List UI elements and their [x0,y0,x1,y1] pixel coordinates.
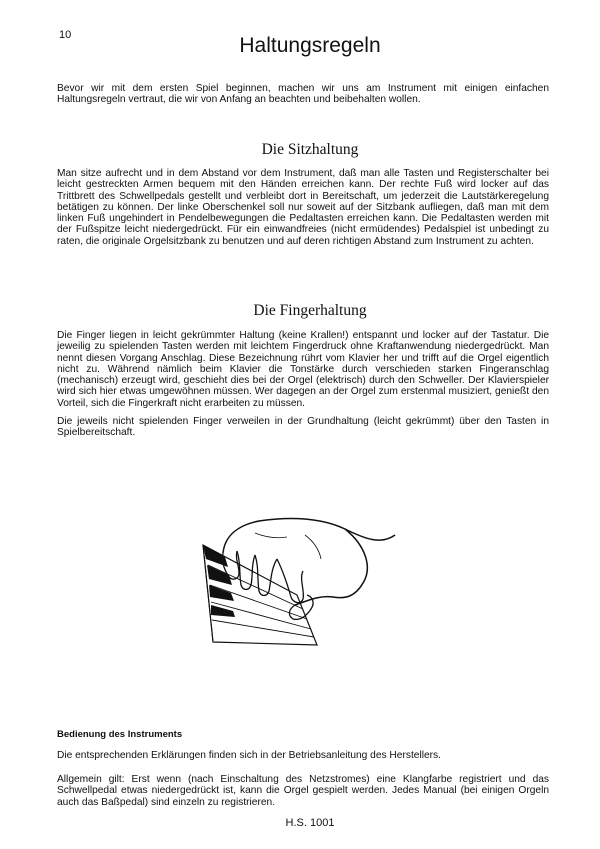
fingerhaltung-paragraph-2: Die jeweils nicht spielenden Finger verweilen in der Grundhaltung (leicht gekrümmt) über den Tasten in Spielbereitschaft. [57,416,549,439]
thumb [289,595,313,619]
finger-4 [277,559,303,603]
hand-palm-outline [295,529,367,605]
fingerhaltung-heading: Die Fingerhaltung [253,302,367,319]
finger-2 [237,551,255,590]
hand-back-outline [223,519,395,553]
fingerhaltung-paragraph-1: Die Finger liegen in leicht gekrümmter Haltung (keine Krallen!) entspannt und locker auf der Tastatur. Die jeweilig zu spielenden Tasten werden mit leichtem Fingerdruck ohne Kraftanwendung niedergedrückt. Man nennt diesen Vorgang Anschlag. Diese Bezeichnung rührt vom Klavier her und trifft auf die Orgel eigentlich nicht zu. Während nämlich beim Klavier die Tonstärke durch verschieden starken Fingeranschlag (mechanisch) erzeugt wird, geschieht dies bei der Orgel (elektrisch) durch den Schweller. Der Klavierspieler wird sich hier etwas umgewöhnen müssen. Wer dagegen an der Orgel zum erstenmal musiziert, genießt den Vorteil, sich die Fingerkraft nicht erarbeiten zu müssen. [57,330,549,409]
bedienung-paragraph-1: Die entsprechenden Erklärungen finden sich in der Betriebsanleitung des Herstellers. [57,750,441,761]
black-key [211,605,235,617]
finger-3 [255,555,277,596]
page-title: Haltungsregeln [239,34,381,57]
sitzhaltung-paragraph: Man sitze aufrecht und in dem Abstand vor dem Instrument, daß man alle Tasten und Registerschalter bei leicht gestreckten Armen bequem mit den Händen erreichen kann. Der rechte Fuß wird locker auf das Trittbrett des Schwellpedals gestellt und verbleibt dort in Bereitschaft, um jederzeit die Lautstärkeregelung betätigen zu können. Der linke Oberschenkel soll nur soweit auf der Sitzbank aufliegen, daß man mit dem linken Fuß ungehindert in Pendelbewegungen die Pedaltasten erreichen kann. Die Pedaltasten werden mit der Fußspitze leicht niedergedrückt. Für ein einwandfreies (nicht ermüdendes) Pedalspiel ist unbedingt zu raten, die originale Orgelsitzbank zu benutzen und auf deren richtigen Abstand zum Instrument zu achten. [57,168,549,247]
page-number: 10 [59,29,72,41]
intro-paragraph: Bevor wir mit dem ersten Spiel beginnen, machen wir uns am Instrument mit einigen einfachen Haltungsregeln vertraut, die wir von Anfang an beachten und beibehalten wollen. [57,83,549,106]
bedienung-heading: Bedienung des Instruments [57,729,183,740]
sitzhaltung-heading: Die Sitzhaltung [261,141,359,158]
footer-code: H.S. 1001 [285,817,335,829]
bedienung-paragraph-2: Allgemein gilt: Erst wenn (nach Einschaltung des Netzstromes) eine Klangfarbe registriert und das Schwellpedal etwas niedergedrückt ist, kann die Orgel gespielt werden. Jedes Manual (bei einigen Orgeln auch das Baßpedal) sind einzeln zu registrieren. [57,774,549,808]
hand-on-keyboard-illustration [195,505,445,655]
black-key [209,585,234,601]
